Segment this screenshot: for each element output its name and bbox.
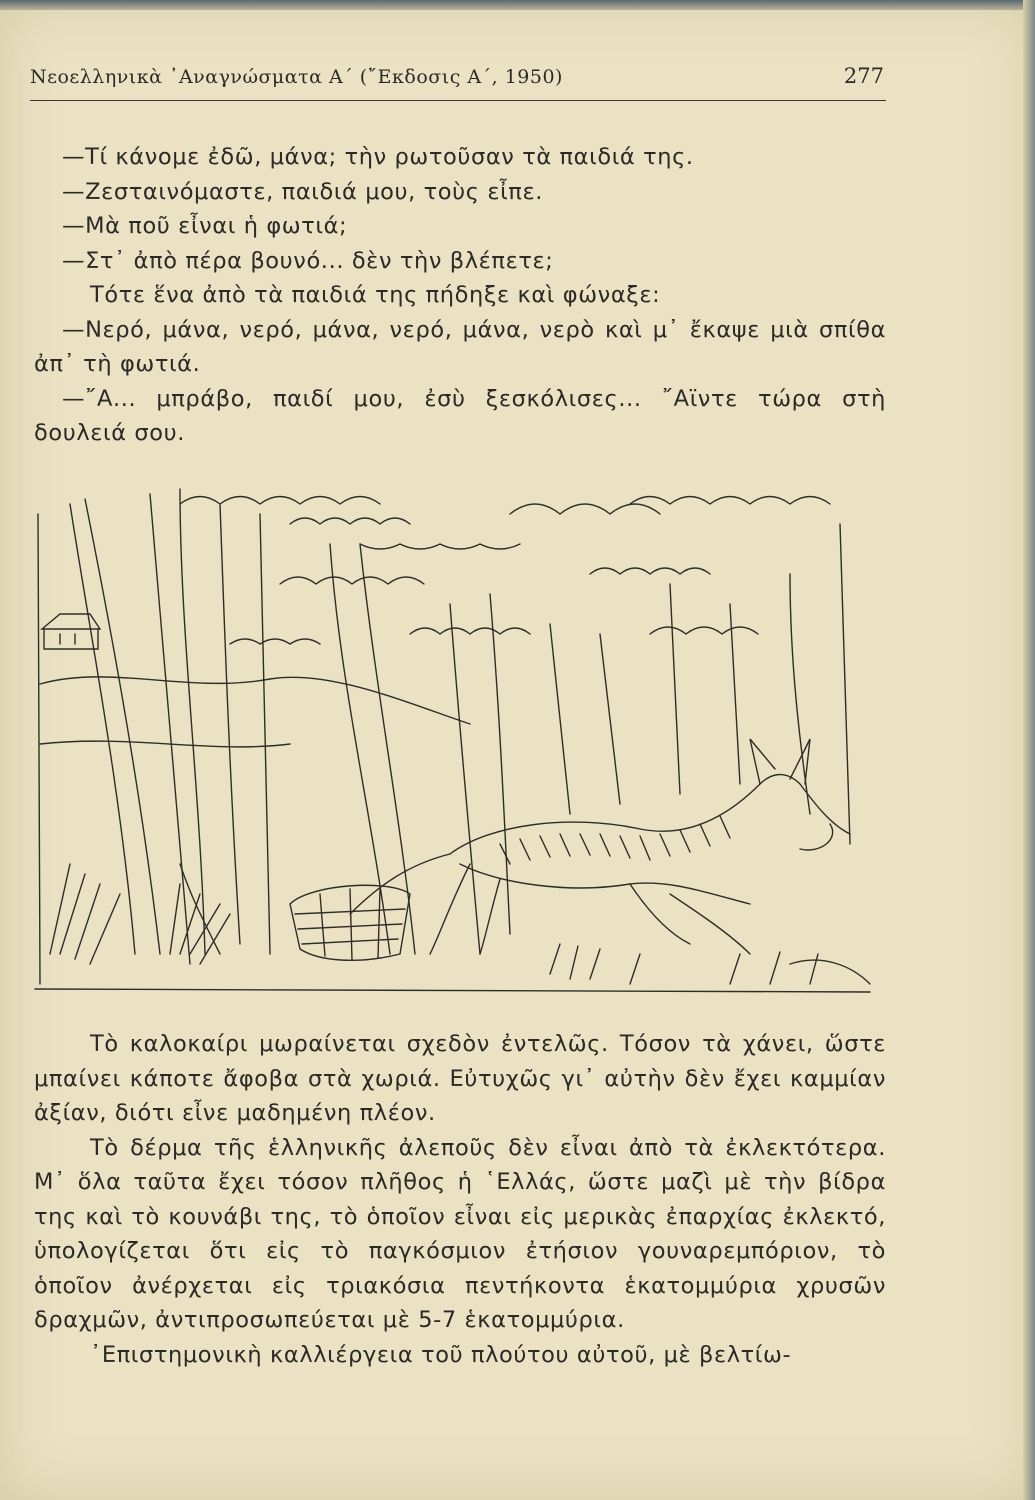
paragraph: ᾿Επιστημονικὴ καλλιέργεια τοῦ πλούτου αὐτοῦ, μὲ βελτίω-: [90, 1341, 792, 1368]
page-right-edge: [1023, 0, 1035, 1500]
page-number: 277: [843, 64, 884, 88]
page-top-edge: [0, 0, 1035, 10]
dialogue-block: [34, 140, 886, 451]
illustration-fox-forest: [30, 484, 876, 999]
dialogue-line: —Μὰ ποῦ εἶναι ἡ φωτιά;: [62, 213, 348, 239]
dialogue-line: —Τί κάνομε ἐδῶ, μάνα; τὴν ρωτοῦσαν τὰ παιδιά της.: [62, 144, 694, 170]
dialogue-line: —Ζεσταινόμαστε, παιδιά μου, τοὺς εἶπε.: [62, 178, 543, 205]
narration-line: Τότε ἕνα ἀπὸ τὰ παιδιά της πήδηξε καὶ φώναξε:: [90, 282, 661, 308]
fox-forest-drawing: [30, 484, 876, 999]
dialogue-line: —Στ᾿ ἀπὸ πέρα βουνό... δὲν τὴν βλέπετε;: [62, 247, 554, 274]
running-title: Νεοελληνικὰ ᾿Αναγνώσματα Α΄ (῎Εκδοσις Α΄, 1950): [30, 66, 563, 88]
dialogue-line: —῎Α... μπράβο, παιδί μου, ἐσὺ ξεσκόλισες... ῎Αϊντε τώρα στὴ δουλειά σου.: [34, 385, 886, 446]
dialogue-line: —Νερό, μάνα, νερό, μάνα, νερό, μάνα, νερὸ καὶ μ᾿ ἔκαψε μιὰ σπίθα ἀπ᾿ τὴ φωτιά.: [34, 316, 886, 377]
prose-block: [34, 1027, 886, 1372]
paragraph: Τὸ καλοκαίρι μωραίνεται σχεδὸν ἐντελῶς. Τόσον τὰ χάνει, ὥστε μπαίνει κάποτε ἄφοβα στὰ χωριά. Εὐτυχῶς γι᾿ αὐτὴν δὲν ἔχει καμμίαν ἀξίαν, διότι εἶνε μαδημένη πλέον.: [34, 1031, 886, 1126]
paragraph: Τὸ δέρμα τῆς ἑλληνικῆς ἀλεποῦς δὲν εἶναι ἀπὸ τὰ ἐκλεκτότερα. Μ᾿ ὅλα ταῦτα ἔχει τόσον πλῆθος ἡ ῾Ελλάς, ὥστε μαζὶ μὲ τὴν βίδρα της καὶ τὸ κουνάβι της, τὸ ὁποῖον εἶναι εἰς μερικὰς ἐπαρχίας ἐκλεκτό, ὑπολογίζεται ὅτι εἰς τὸ παγκόσμιον ἐτήσιον γουναρεμπόριον, τὸ ὁποῖον ἀνέρχεται εἰς τριακόσια πεντήκοντα ἑκατομμύρια χρυσῶν δραχμῶν, ἀντιπροσωπεύεται μὲ 5-7 ἑκατομμύρια.: [34, 1134, 886, 1333]
running-header: [30, 62, 886, 101]
